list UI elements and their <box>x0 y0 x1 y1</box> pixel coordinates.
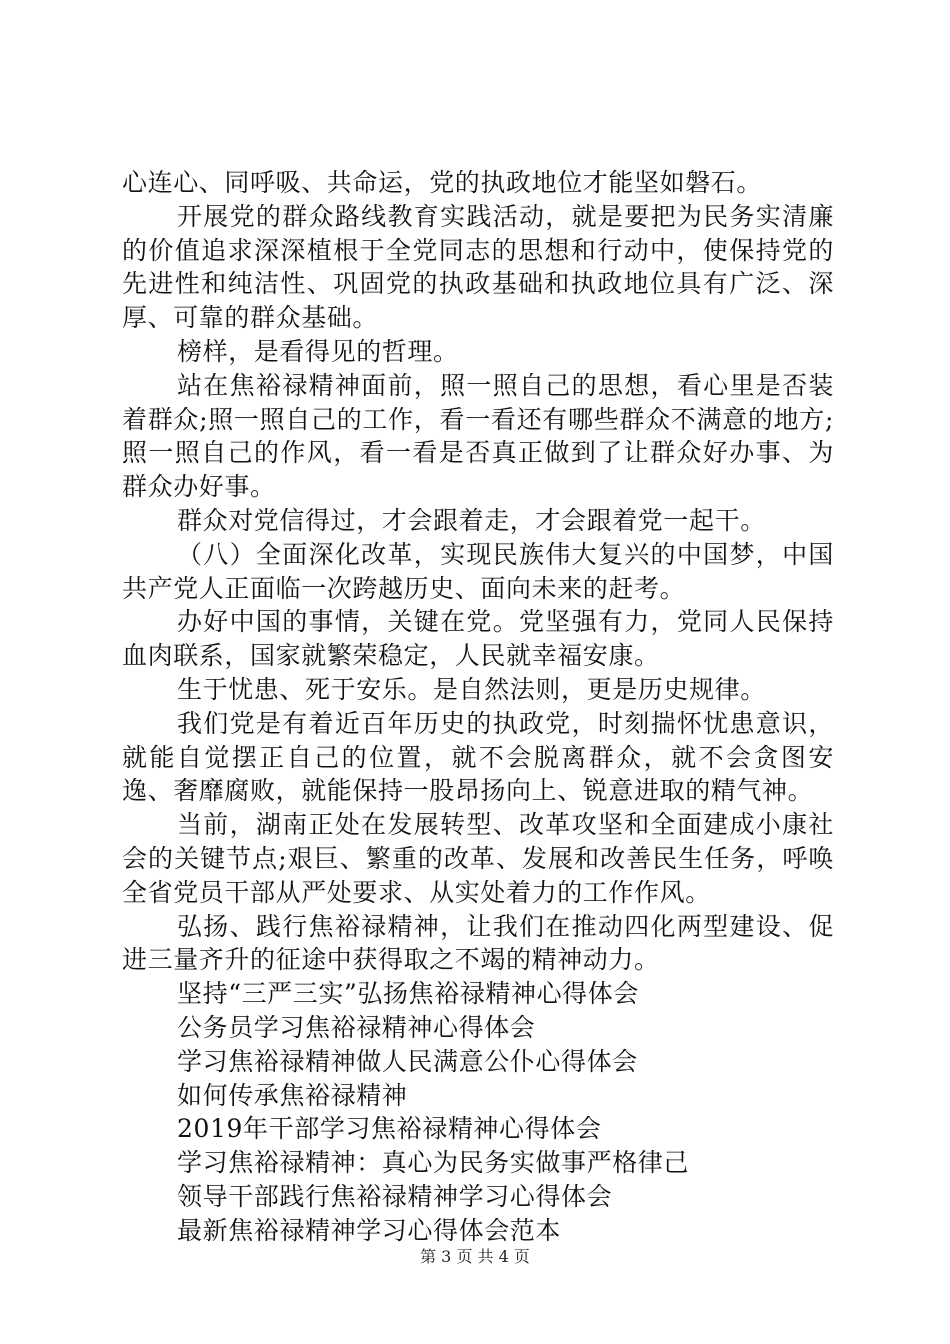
paragraph-6: （八）全面深化改革，实现民族伟大复兴的中国梦，中国共产党人正面临一次跨越历史、面向未来的赶考。 <box>122 539 834 603</box>
paragraph-8: 生于忧患、死于安乐。是自然法则，更是历史规律。 <box>177 674 766 704</box>
paragraph-3: 榜样，是看得见的哲理。 <box>177 336 459 366</box>
related-links-list <box>122 977 834 1247</box>
related-link-1[interactable]: 坚持“三严三实”弘扬焦裕禄精神心得体会 <box>177 979 639 1009</box>
paragraph-5: 群众对党信得过，才会跟着走，才会跟着党一起干。 <box>177 505 766 535</box>
related-link-8[interactable]: 最新焦裕禄精神学习心得体会范本 <box>177 1215 562 1245</box>
related-link-5[interactable]: 2019年干部学习焦裕禄精神心得体会 <box>177 1114 602 1144</box>
related-link-7[interactable]: 领导干部践行焦裕禄精神学习心得体会 <box>177 1181 613 1211</box>
page-number-footer: 第 3 页 共 4 页 <box>420 1247 530 1266</box>
paragraph-4: 站在焦裕禄精神面前，照一照自己的思想，看心里是否装着群众;照一照自己的工作，看一看还有哪些群众不满意的地方;照一照自己的作风，看一看是否真正做到了让群众好办事、为群众办好事。 <box>122 370 834 502</box>
paragraph-10: 当前，湖南正处在发展转型、改革攻坚和全面建成小康社会的关键节点;艰巨、繁重的改革、发展和改善民生任务，呼唤全省党员干部从严处要求、从实处着力的工作作风。 <box>122 810 834 907</box>
related-link-3[interactable]: 学习焦裕禄精神做人民满意公仆心得体会 <box>177 1046 638 1076</box>
related-link-2[interactable]: 公务员学习焦裕禄精神心得体会 <box>177 1012 536 1042</box>
related-link-6[interactable]: 学习焦裕禄精神：真心为民务实做事严格律己 <box>177 1148 690 1178</box>
paragraph-11: 弘扬、践行焦裕禄精神，让我们在推动四化两型建设、促进三量齐升的征途中获得取之不竭的精神动力。 <box>122 911 834 975</box>
paragraph-9: 我们党是有着近百年历史的执政党，时刻揣怀忧患意识，就能自觉摆正自己的位置，就不会脱离群众，就不会贪图安逸、奢靡腐败，就能保持一股昂扬向上、锐意进取的精气神。 <box>122 708 834 806</box>
related-link-4[interactable]: 如何传承焦裕禄精神 <box>177 1080 408 1110</box>
document-body <box>122 166 834 1248</box>
paragraph-7: 办好中国的事情，关键在党。党坚强有力，党同人民保持血肉联系，国家就繁荣稳定，人民就幸福安康。 <box>122 607 834 671</box>
paragraph-2: 开展党的群众路线教育实践活动，就是要把为民务实清廉的价值追求深深植根于全党同志的思想和行动中，使保持党的先进性和纯洁性、巩固党的执政基础和执政地位具有广泛、深厚、可靠的群众基础。 <box>122 201 834 333</box>
paragraph-1: 心连心、同呼吸、共命运，党的执政地位才能坚如磐石。 <box>122 168 763 197</box>
